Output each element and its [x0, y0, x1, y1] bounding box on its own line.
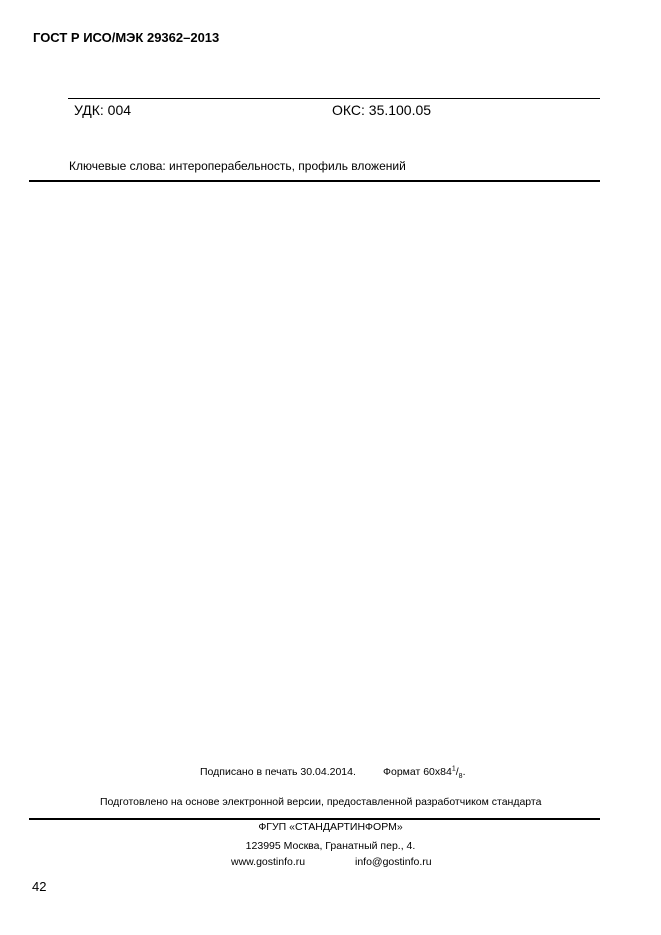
publisher-name: ФГУП «СТАНДАРТИНФОРМ» — [258, 821, 403, 833]
imprint-format: Формат $60х84^1/_8$. — [383, 765, 466, 781]
imprint-divider — [29, 818, 600, 820]
publisher-address: 123995 Москва, Гранатный пер., 4. — [245, 840, 416, 852]
publisher-website-link[interactable]: www.gostinfo.ru — [231, 856, 306, 868]
oks-code: ОКС: 35.100.05 — [332, 102, 432, 118]
document-header-title: ГОСТ Р ИСО/МЭК 29362–2013 — [33, 30, 220, 45]
format-numerator: 1 — [451, 765, 456, 773]
top-divider — [68, 98, 600, 99]
format-end: . — [462, 766, 466, 778]
page-number: 42 — [32, 879, 47, 894]
format-label: Формат 60х84 — [383, 766, 452, 778]
imprint-signed — [200, 766, 356, 778]
keywords-divider — [29, 180, 600, 182]
format-denominator: 8 — [458, 773, 463, 781]
udk-code: УДК: 004 — [74, 102, 132, 118]
signed-date-text: Подписано в печать 30.04.2014. — [200, 766, 356, 778]
keywords-line: Ключевые слова: интероперабельность, профиль вложений — [69, 159, 406, 173]
imprint-prepared-note: Подготовлено на основе электронной версии, предоставленной разработчиком стандарта — [100, 796, 542, 808]
publisher-email-link[interactable]: info@gostinfo.ru — [355, 856, 432, 868]
